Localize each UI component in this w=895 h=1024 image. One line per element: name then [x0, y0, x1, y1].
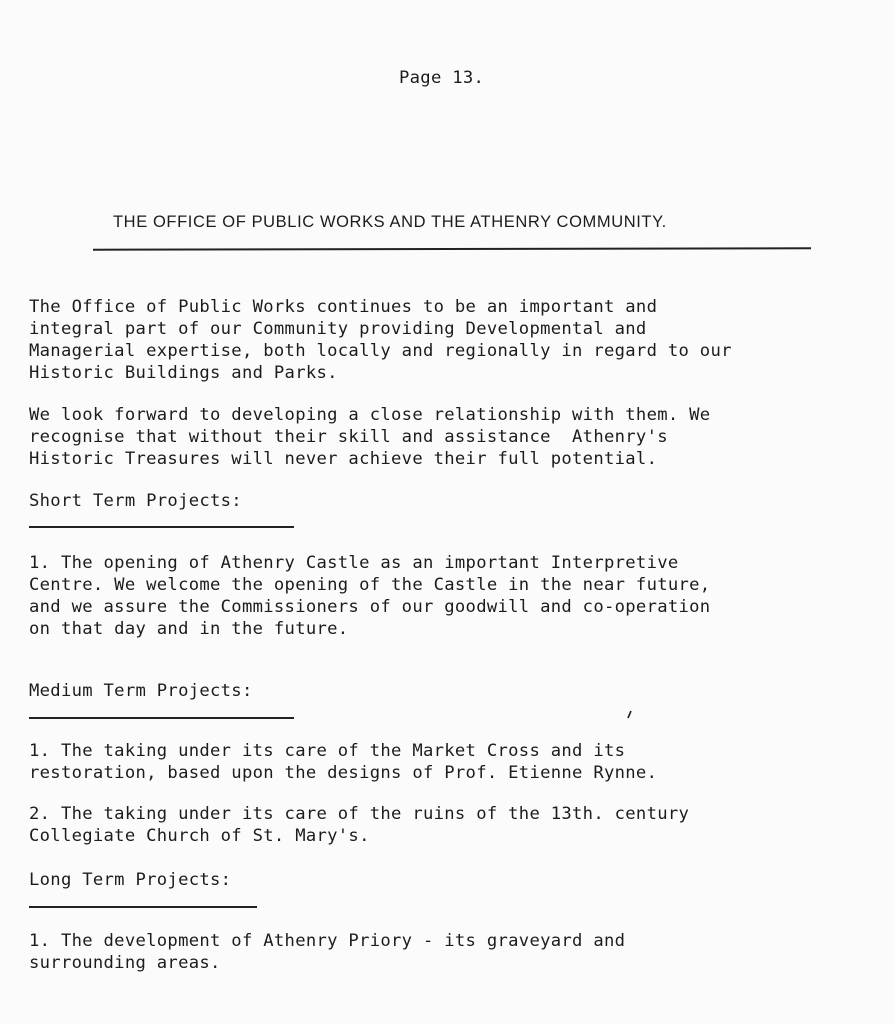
section-heading: Long Term Projects: — [29, 870, 232, 890]
text-line: on that day and in the future. — [29, 619, 349, 639]
text-line: 2. The taking under its care of the ruins of the 13th. century — [29, 804, 690, 824]
section-heading: Short Term Projects: — [29, 491, 242, 511]
section-underline — [29, 906, 257, 908]
heading-underline — [93, 247, 811, 250]
text-line: 1. The taking under its care of the Market Cross and its — [29, 741, 626, 761]
text-line: recognise that without their skill and assistance Athenry's — [29, 427, 668, 447]
text-line: Historic Treasures will never achieve their full potential. — [29, 449, 658, 469]
text-line: The Office of Public Works continues to be an important and — [29, 297, 658, 317]
text-line: 1. The development of Athenry Priory - its graveyard and — [29, 931, 626, 951]
text-line: Historic Buildings and Parks. — [29, 363, 338, 383]
text-line: integral part of our Community providing Developmental and — [29, 319, 647, 339]
text-line: restoration, based upon the designs of Prof. Etienne Rynne. — [29, 763, 658, 783]
section-underline — [29, 526, 294, 528]
text-line: We look forward to developing a close relationship with them. We — [29, 405, 711, 425]
text-line: Centre. We welcome the opening of the Castle in the near future, — [29, 575, 711, 595]
section-heading: Medium Term Projects: — [29, 681, 253, 701]
text-line: 1. The opening of Athenry Castle as an important Interpretive — [29, 553, 679, 573]
text-line: Managerial expertise, both locally and regionally in regard to our — [29, 341, 732, 361]
page-number: Page 13. — [399, 68, 485, 88]
scan-speck-mark — [626, 710, 634, 720]
page-heading: THE OFFICE OF PUBLIC WORKS AND THE ATHENRY COMMUNITY. — [113, 213, 667, 231]
section-underline — [29, 717, 294, 719]
text-line: and we assure the Commissioners of our goodwill and co-operation — [29, 597, 711, 617]
text-line: surrounding areas. — [29, 953, 221, 973]
text-line: Collegiate Church of St. Mary's. — [29, 826, 370, 846]
